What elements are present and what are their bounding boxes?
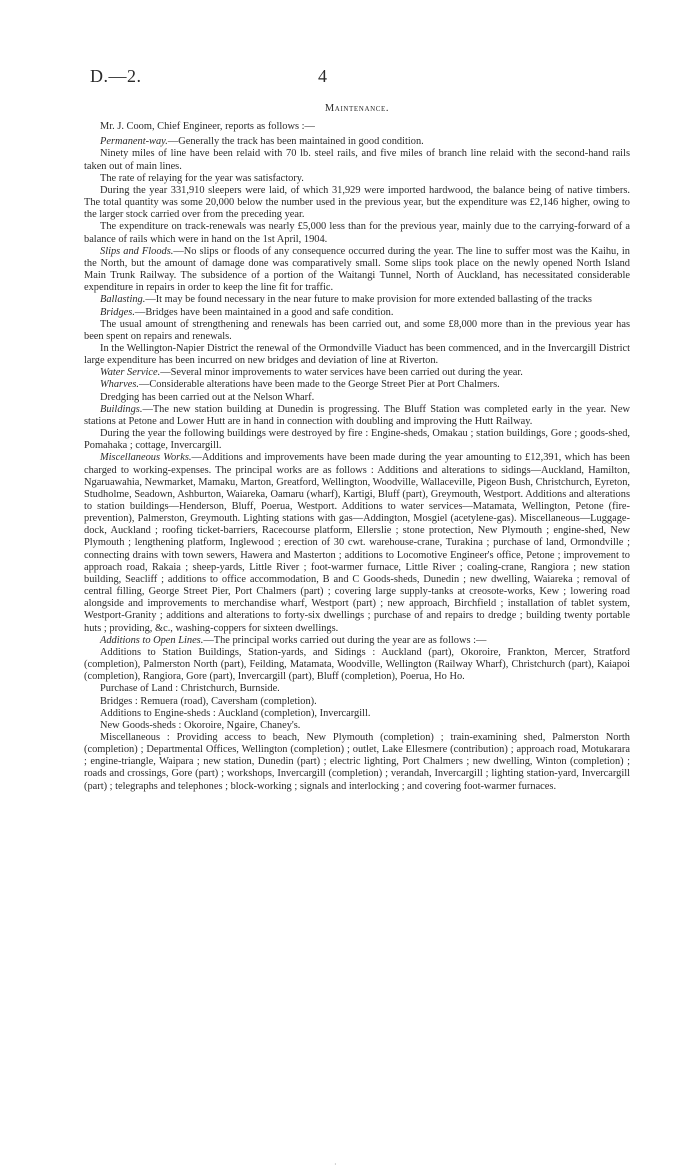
paragraph-text: New Goods-sheds : Okoroire, Ngaire, Chaney's. <box>100 719 301 731</box>
paragraph <box>84 696 630 708</box>
page-number: 4 <box>318 66 327 86</box>
paragraph <box>84 428 630 452</box>
paragraph <box>84 307 630 319</box>
paragraph-head: Ballasting. <box>100 294 146 306</box>
paragraph-text: —Additions and improvements have been made during the year amounting to £12,391, which has been charged to working-expenses. The principal works are as follows : Additions and alterations to sidings—Auckland, Hamilton, Ngaruawahia, Newmarket, Mamaku, Marton, Greatford, Wellington, Woodville, Wallaceville, Pigeon Bush, Christchurch, Eyreton, Studholme, Seadown, Ashburton, Waiareka, Oamaru (wharf), Kartigi, Bluff (part), Greymouth, Westport. Additions and alterations to station buildings—Henderson, Bluff, Poerua, Westport. Additions to water services—Matamata, Wellington, Petone (fire-prevention), Palmerston, Greymouth. Lighting stations with gas—Addington, Mosgiel (acetylene-gas). Miscellaneous—Luggage-dock, Auckland ; roofing ticket-barriers, Racecourse platform, Ellerslie ; stone protection, New Plymouth ; engine-shed, New Plymouth ; lengthening platform, Inglewood ; erection of 30 cwt. warehouse-crane, Turakina ; purchase of land, Ormondville ; connecting drains with town sewers, Hawera and Masterton ; additions to Locomotive Engineer's office, Petone ; improvement to approach road, Rakaia ; sheep-yards, Little River ; foot-warmer furnace, Little River ; coaling-crane, Rangiora ; new station building, Seacliff ; additions to office accommodation, B and C Goods-sheds, Dunedin ; new dwelling, Waiareka ; removal of central filling, George Street Pier, Port Chalmers (part) ; covering large supply-tanks at creosote-works, Kew ; lowering road alongside and improvements to merchandise wharf, Westport (part) ; new approach, Birchfield ; installation of tablet system, Westport-Granity ; additions and alterations to forty-six dwellings ; purchase of and repairs to dredge ; building twenty portable huts ; providing, &c., washing-coppers for sixteen dwellings. <box>84 452 630 634</box>
paragraph <box>84 732 630 793</box>
paragraph-text: The expenditure on track-renewals was nearly £5,000 less than for the previous year, mainly due to the carrying-forward of a balance of rails which were in hand on the 1st April, 1904. <box>84 221 630 245</box>
paragraph <box>84 708 630 720</box>
paragraph-text: —Bridges have been maintained in a good and safe condition. <box>134 306 394 318</box>
paragraph <box>84 221 630 245</box>
paragraph-head: Water Service. <box>100 367 161 379</box>
paragraph-text: —No slips or floods of any consequence occurred during the year. The line to suffer most was the Kaihu, in the North, but the amount of damage done was comparatively small. Some slips took place on the newly opened North Island Main Trunk Railway. The subsidence of a portion of the Waitangi Tunnel, North of Auckland, has necessitated considerable expenditure in repairs in order to keep the line fit for traffic. <box>84 245 630 294</box>
section-title: Maintenance. <box>324 103 390 114</box>
document-body <box>84 103 630 793</box>
paragraph-text: Dredging has been carried out at the Nelson Wharf. <box>100 391 315 403</box>
document-code: D.—2. <box>90 66 142 86</box>
intro-paragraph: Mr. J. Coom, Chief Engineer, reports as follows :— <box>100 121 315 133</box>
paragraph <box>84 148 630 172</box>
paragraph-text: —Considerable alterations have been made to the George Street Pier at Port Chalmers. <box>138 379 500 391</box>
paragraph <box>84 379 630 391</box>
paragraph-text: —The principal works carried out during the year are as follows :— <box>203 634 487 646</box>
paragraph <box>84 367 630 379</box>
paragraph-text: —Several minor improvements to water services have been carried out during the year. <box>160 367 523 379</box>
paragraph-text: —It may be found necessary in the near future to make provision for more extended ballasting of the tracks <box>145 294 592 306</box>
paragraph-head: Bridges. <box>100 306 135 318</box>
paragraph <box>84 635 630 647</box>
paragraph-text: In the Wellington-Napier District the renewal of the Ormondville Viaduct has been commenced, and in the Invercargill District large expenditure has been incurred on new bridges and deviation of line at Riverton. <box>84 342 630 367</box>
paragraph-head: Slips and Floods. <box>100 245 174 257</box>
paragraph-head: Miscellaneous Works. <box>100 452 192 464</box>
paragraph-head: Buildings. <box>100 403 143 415</box>
paragraph <box>84 392 630 404</box>
paragraph <box>84 720 630 732</box>
paragraph <box>84 294 630 306</box>
paragraph <box>84 173 630 185</box>
paragraph <box>84 246 630 295</box>
paragraph-text: The usual amount of strengthening and renewals has been carried out, and some £8,000 more than in the previous year has been spent on repairs and renewals. <box>84 318 630 342</box>
paragraph <box>84 136 630 148</box>
paragraph <box>84 319 630 343</box>
paragraph-text: —The new station building at Dunedin is progressing. The Bluff Station was completed early in the year. New stations at Petone and Lower Hutt are in hand in connection with doubling and improving the Hutt Railway. <box>84 403 630 427</box>
paragraph <box>84 343 630 367</box>
paragraph-text: Additions to Engine-sheds : Auckland (completion), Invercargill. <box>100 707 371 719</box>
paragraph-text: During the year 331,910 sleepers were laid, of which 31,929 were imported hardwood, the balance being of native timbers. The total quantity was some 20,000 below the number used in the previous year, but the expenditure was £2,146 higher, owing to the larger stock carried over from the preceding year. <box>84 184 630 221</box>
paragraph <box>84 647 630 683</box>
paragraph-text: The rate of relaying for the year was satisfactory. <box>100 172 304 184</box>
paragraph-head: Wharves. <box>100 379 139 391</box>
paragraph <box>84 185 630 221</box>
paragraph-text: Miscellaneous : Providing access to beach, New Plymouth (completion) ; train-examining shed, Palmerston North (completion) ; Departmental Offices, Wellington (completion) ; outlet, Lake Ellesmere (contribution) ; approach road, Motukarara ; engine-triangle, Waipara ; new station, Dunedin (part) ; electric lighting, Port Chalmers ; new dwelling, Winton (completion) ; roads and crossings, Gore (part) ; workshops, Invercargill (completion) ; verandah, Invercargill ; lighting station-yard, Invercargill (part) ; telegraphs and telephones ; block-working ; signals and interlocking ; and covering foot-warmer furnaces. <box>84 731 630 792</box>
paragraph-text: Ninety miles of line have been relaid with 70 lb. steel rails, and five miles of branch line relaid with the second-hand rails taken out of main lines. <box>84 148 630 172</box>
paragraph-head: Additions to Open Lines. <box>100 634 204 646</box>
paragraph-head: Permanent-way. <box>100 136 168 148</box>
paragraph-text: Additions to Station Buildings, Station-yards, and Sidings : Auckland (part), Okoroire, Frankton, Mercer, Stratford (completion), Palmerston North (part), Feilding, Matamata, Woodville, Wellington (Railway Wharf), Christchurch (part), Kaiapoi (completion), Rangiora, Gore (part), Invercargill (part), Bluff (completion), Poerua, Ho Ho. <box>84 646 630 683</box>
paragraph <box>84 683 630 695</box>
paragraph-text: Purchase of Land : Christchurch, Burnside. <box>100 683 280 695</box>
paragraph-text: During the year the following buildings were destroyed by fire : Engine-sheds, Omakau ; station buildings, Gore ; goods-shed, Pomahaka ; cottage, Invercargill. <box>84 428 630 452</box>
paragraph-text: —Generally the track has been maintained in good condition. <box>167 136 424 148</box>
paragraph-text: Bridges : Remuera (road), Caversham (completion). <box>100 695 317 707</box>
paragraph <box>84 452 630 634</box>
paragraph <box>84 404 630 428</box>
page-mark: · <box>334 1160 337 1169</box>
